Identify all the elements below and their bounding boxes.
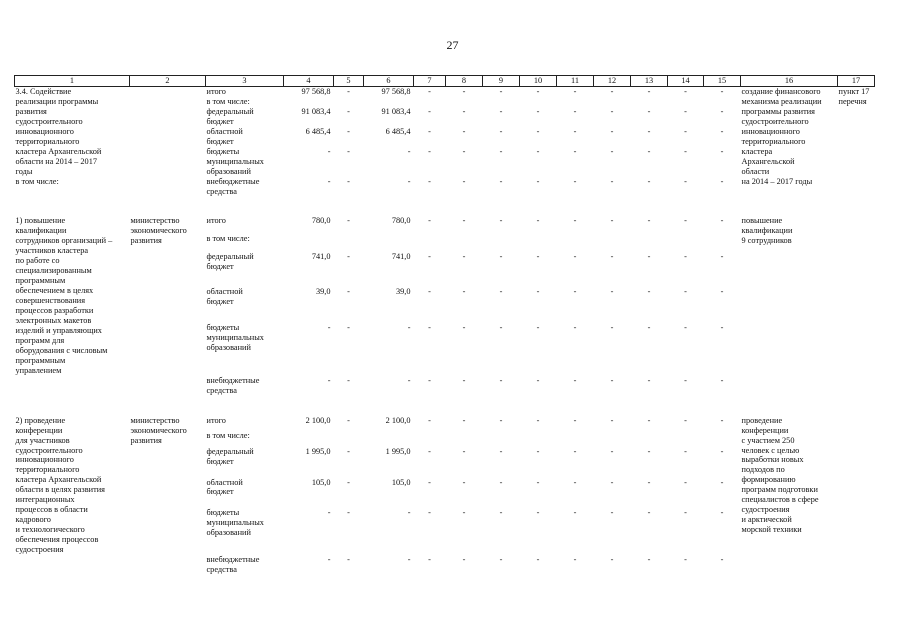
value-col-9: - bbox=[499, 146, 503, 156]
value-col-7: - bbox=[428, 251, 431, 261]
value-col-14: - bbox=[684, 375, 687, 385]
value-col-13: - bbox=[647, 375, 651, 385]
value-col-11: - bbox=[573, 251, 577, 261]
spacer-row bbox=[15, 196, 875, 216]
page-number: 27 bbox=[446, 38, 459, 52]
value-col-7 bbox=[414, 234, 446, 252]
value-col-6: 2 100,0 bbox=[385, 415, 411, 425]
value-col-4: 6 485,4 bbox=[305, 126, 331, 136]
value-col-14: - bbox=[684, 251, 687, 261]
value-col-9: - bbox=[499, 375, 503, 385]
value-col-15: - bbox=[720, 126, 724, 136]
value-col-12: - bbox=[610, 375, 614, 385]
table-body bbox=[15, 87, 875, 575]
value-col-4 bbox=[284, 431, 334, 446]
value-col-5 bbox=[334, 431, 364, 446]
budget-table bbox=[14, 75, 875, 575]
value-col-7 bbox=[414, 97, 446, 107]
value-col-6: 91 083,4 bbox=[381, 106, 411, 116]
value-col-13 bbox=[631, 431, 668, 446]
activity-title: 1) повышение квалификации сотрудников организаций – участников кластера по работе со специализированным программным обеспечением в целях совершенствования процессов разработки электронных макетов изделий и управляющих программ для оборудования с числовым программным управлением bbox=[15, 216, 113, 375]
value-col-15: - bbox=[720, 176, 724, 186]
funding-source: бюджеты муниципальных образований bbox=[206, 508, 264, 538]
funding-source: бюджеты муниципальных образований bbox=[206, 322, 264, 352]
header-col-10: 10 bbox=[520, 76, 557, 87]
value-col-5: - bbox=[347, 216, 350, 226]
value-col-4: 2 100,0 bbox=[305, 415, 331, 425]
value-col-5: - bbox=[347, 508, 350, 518]
funding-source: внебюджетные средства bbox=[206, 176, 260, 196]
value-col-5: - bbox=[347, 287, 350, 297]
value-col-6: 105,0 bbox=[391, 477, 411, 487]
header-col-8: 8 bbox=[446, 76, 483, 87]
value-col-11 bbox=[557, 97, 594, 107]
value-col-13 bbox=[631, 97, 668, 107]
funding-source: итого bbox=[206, 87, 226, 96]
value-col-6: - bbox=[407, 322, 411, 332]
activity-note bbox=[15, 376, 130, 396]
value-col-6: - bbox=[407, 554, 411, 564]
value-col-8: - bbox=[462, 251, 466, 261]
value-col-5: - bbox=[347, 375, 350, 385]
header-col-1: 1 bbox=[15, 76, 130, 87]
value-col-7: - bbox=[428, 176, 431, 186]
value-col-13: - bbox=[647, 322, 651, 332]
value-col-6: 97 568,8 bbox=[381, 87, 411, 96]
value-col-14: - bbox=[684, 446, 687, 456]
value-col-7: - bbox=[428, 87, 431, 96]
value-col-11: - bbox=[573, 322, 577, 332]
header-col-14: 14 bbox=[668, 76, 704, 87]
value-col-5: - bbox=[347, 87, 350, 96]
value-col-10: - bbox=[536, 216, 540, 226]
funding-source: итого bbox=[206, 415, 226, 425]
value-col-11: - bbox=[573, 477, 577, 487]
value-col-14: - bbox=[684, 322, 687, 332]
value-col-15 bbox=[704, 234, 741, 252]
activity-name bbox=[15, 416, 130, 555]
value-col-14: - bbox=[684, 554, 687, 564]
funding-source: федеральный бюджет bbox=[206, 251, 254, 271]
value-col-11: - bbox=[573, 415, 577, 425]
expected-result: повышение квалификации 9 сотрудников bbox=[741, 216, 793, 246]
value-col-5: - bbox=[347, 106, 350, 116]
value-col-10: - bbox=[536, 415, 540, 425]
value-col-4: 97 568,8 bbox=[301, 87, 331, 96]
value-col-6 bbox=[364, 97, 414, 107]
value-col-9: - bbox=[499, 176, 503, 186]
value-col-13: - bbox=[647, 446, 651, 456]
reference bbox=[838, 416, 875, 575]
header-col-11: 11 bbox=[557, 76, 594, 87]
expected-result: проведение конференции с участием 250 человек с целью выработки новых подходов по формированию программ подготовки специалистов в сфере судостроения и арктической морской техники bbox=[741, 415, 819, 535]
value-col-15: - bbox=[720, 106, 724, 116]
value-col-10: - bbox=[536, 375, 540, 385]
value-col-7: - bbox=[428, 146, 431, 156]
value-col-8: - bbox=[462, 126, 466, 136]
activity-name bbox=[15, 216, 130, 375]
header-col-6: 6 bbox=[364, 76, 414, 87]
value-col-13: - bbox=[647, 126, 651, 136]
value-col-13: - bbox=[647, 508, 651, 518]
value-col-8 bbox=[446, 97, 483, 107]
value-col-12 bbox=[594, 431, 631, 446]
value-col-6: - bbox=[407, 146, 411, 156]
value-col-12: - bbox=[610, 554, 614, 564]
value-col-13: - bbox=[647, 251, 651, 261]
value-col-5: - bbox=[347, 415, 350, 425]
header-col-2: 2 bbox=[130, 76, 206, 87]
value-col-10: - bbox=[536, 554, 540, 564]
value-col-8: - bbox=[462, 106, 466, 116]
activity-title: 2) проведение конференции для участников судостроительного инновационного территориального кластера Архангельской области в целях развития интеграционных процессов в области кадрового и технологического обеспечения процессов судостроения bbox=[15, 415, 105, 555]
activity-title: 3.4. Содействие реализации программы развития судостроительного инновационного территориального кластера Архангельской области на 2014 – 2017 годы bbox=[15, 87, 102, 176]
value-col-12: - bbox=[610, 126, 614, 136]
value-col-7: - bbox=[428, 106, 431, 116]
value-col-13: - bbox=[647, 415, 651, 425]
value-col-12: - bbox=[610, 106, 614, 116]
value-col-4: - bbox=[327, 375, 331, 385]
value-col-10: - bbox=[536, 126, 540, 136]
value-col-7: - bbox=[428, 216, 431, 226]
value-col-4: 91 083,4 bbox=[301, 106, 331, 116]
value-col-4: 741,0 bbox=[311, 251, 331, 261]
header-col-5: 5 bbox=[334, 76, 364, 87]
header-col-12: 12 bbox=[594, 76, 631, 87]
value-col-11: - bbox=[573, 106, 577, 116]
value-col-13: - bbox=[647, 176, 651, 186]
value-col-15: - bbox=[720, 508, 724, 518]
value-col-10: - bbox=[536, 322, 540, 332]
header-col-7: 7 bbox=[414, 76, 446, 87]
funding-source: федеральный бюджет bbox=[206, 446, 254, 466]
activity-note bbox=[15, 555, 130, 575]
value-col-14: - bbox=[684, 216, 687, 226]
value-col-15: - bbox=[720, 415, 724, 425]
activity-name bbox=[15, 87, 130, 177]
reference: пункт 17 перечня bbox=[838, 87, 870, 106]
value-col-15: - bbox=[720, 216, 724, 226]
value-col-7: - bbox=[428, 415, 431, 425]
value-col-13: - bbox=[647, 554, 651, 564]
value-col-9: - bbox=[499, 554, 503, 564]
value-col-5 bbox=[334, 97, 364, 107]
value-col-13: - bbox=[647, 287, 651, 297]
value-col-5: - bbox=[347, 477, 350, 487]
value-col-6: - bbox=[407, 176, 411, 186]
value-col-8: - bbox=[462, 375, 466, 385]
value-col-12: - bbox=[610, 287, 614, 297]
value-col-12: - bbox=[610, 477, 614, 487]
header-col-15: 15 bbox=[704, 76, 741, 87]
value-col-11: - bbox=[573, 446, 577, 456]
value-col-13: - bbox=[647, 146, 651, 156]
value-col-7: - bbox=[428, 375, 431, 385]
value-col-15: - bbox=[720, 322, 724, 332]
funding-source: внебюджетные средства bbox=[206, 375, 260, 395]
value-col-14: - bbox=[684, 106, 687, 116]
value-col-4 bbox=[284, 234, 334, 252]
value-col-5 bbox=[334, 234, 364, 252]
value-col-5: - bbox=[347, 554, 350, 564]
value-col-8 bbox=[446, 431, 483, 446]
value-col-8: - bbox=[462, 446, 466, 456]
value-col-12: - bbox=[610, 446, 614, 456]
value-col-7: - bbox=[428, 322, 431, 332]
value-col-15: - bbox=[720, 554, 724, 564]
value-col-13 bbox=[631, 234, 668, 252]
value-col-9: - bbox=[499, 415, 503, 425]
value-col-5: - bbox=[347, 251, 350, 261]
value-col-6: 741,0 bbox=[391, 251, 411, 261]
funding-source: бюджеты муниципальных образований bbox=[206, 146, 264, 176]
value-col-11: - bbox=[573, 176, 577, 186]
value-col-9 bbox=[483, 97, 520, 107]
value-col-9 bbox=[483, 431, 520, 446]
value-col-12: - bbox=[610, 322, 614, 332]
value-col-8: - bbox=[462, 216, 466, 226]
value-col-4: - bbox=[327, 322, 331, 332]
value-col-4: 780,0 bbox=[311, 216, 331, 226]
value-col-10 bbox=[520, 97, 557, 107]
value-col-9: - bbox=[499, 126, 503, 136]
value-col-9: - bbox=[499, 106, 503, 116]
value-col-5: - bbox=[347, 176, 350, 186]
value-col-11: - bbox=[573, 216, 577, 226]
value-col-6: 1 995,0 bbox=[385, 446, 411, 456]
value-col-15: - bbox=[720, 287, 724, 297]
value-col-9: - bbox=[499, 508, 503, 518]
spacer-row bbox=[15, 396, 875, 416]
value-col-9: - bbox=[499, 446, 503, 456]
value-col-6: 39,0 bbox=[395, 287, 411, 297]
value-col-7: - bbox=[428, 287, 431, 297]
value-col-6 bbox=[364, 431, 414, 446]
value-col-6: 6 485,4 bbox=[385, 126, 411, 136]
value-col-15: - bbox=[720, 375, 724, 385]
value-col-14: - bbox=[684, 508, 687, 518]
value-col-14: - bbox=[684, 176, 687, 186]
value-col-10: - bbox=[536, 287, 540, 297]
value-col-4: - bbox=[327, 508, 331, 518]
value-col-14 bbox=[668, 431, 704, 446]
value-col-9: - bbox=[499, 287, 503, 297]
value-col-8: - bbox=[462, 477, 466, 487]
value-col-4: - bbox=[327, 146, 331, 156]
reference bbox=[838, 216, 875, 395]
header-col-3: 3 bbox=[206, 76, 284, 87]
funding-source: областной бюджет bbox=[206, 126, 243, 146]
value-col-9: - bbox=[499, 322, 503, 332]
value-col-13: - bbox=[647, 87, 651, 96]
activity-note: в том числе: bbox=[15, 176, 59, 186]
funding-source: в том числе: bbox=[206, 431, 250, 441]
value-col-7: - bbox=[428, 554, 431, 564]
value-col-7: - bbox=[428, 126, 431, 136]
funding-source: федеральный бюджет bbox=[206, 106, 254, 126]
value-col-7: - bbox=[428, 508, 431, 518]
value-col-5: - bbox=[347, 146, 350, 156]
header-col-13: 13 bbox=[631, 76, 668, 87]
value-col-10: - bbox=[536, 477, 540, 487]
value-col-12: - bbox=[610, 508, 614, 518]
value-col-11: - bbox=[573, 508, 577, 518]
executor: министерство экономического развития bbox=[130, 216, 187, 246]
value-col-8 bbox=[446, 234, 483, 252]
value-col-8: - bbox=[462, 415, 466, 425]
funding-source: в том числе: bbox=[206, 234, 250, 244]
value-col-4: 105,0 bbox=[311, 477, 331, 487]
value-col-10: - bbox=[536, 106, 540, 116]
value-col-15: - bbox=[720, 477, 724, 487]
value-col-10 bbox=[520, 234, 557, 252]
value-col-13: - bbox=[647, 477, 651, 487]
executor: министерство экономического развития bbox=[130, 415, 187, 445]
value-col-7: - bbox=[428, 477, 431, 487]
spacer-cell bbox=[15, 196, 875, 216]
table-row bbox=[15, 216, 875, 234]
value-col-11: - bbox=[573, 126, 577, 136]
value-col-10: - bbox=[536, 87, 540, 96]
value-col-15 bbox=[704, 431, 741, 446]
value-col-8: - bbox=[462, 508, 466, 518]
value-col-6: 780,0 bbox=[391, 216, 411, 226]
value-col-4: 39,0 bbox=[315, 287, 331, 297]
value-col-14 bbox=[668, 97, 704, 107]
value-col-12: - bbox=[610, 87, 614, 96]
header-col-17: 17 bbox=[838, 76, 875, 87]
value-col-4: 1 995,0 bbox=[305, 446, 331, 456]
table-row bbox=[15, 416, 875, 431]
value-col-14: - bbox=[684, 477, 687, 487]
value-col-12: - bbox=[610, 176, 614, 186]
value-col-11 bbox=[557, 234, 594, 252]
value-col-13: - bbox=[647, 106, 651, 116]
value-col-15: - bbox=[720, 146, 724, 156]
value-col-9: - bbox=[499, 216, 503, 226]
value-col-14: - bbox=[684, 126, 687, 136]
header-col-9: 9 bbox=[483, 76, 520, 87]
value-col-6 bbox=[364, 234, 414, 252]
value-col-14 bbox=[668, 234, 704, 252]
funding-source: в том числе: bbox=[206, 96, 250, 106]
funding-source: областной бюджет bbox=[206, 477, 243, 497]
value-col-10: - bbox=[536, 508, 540, 518]
value-col-8: - bbox=[462, 87, 466, 96]
value-col-10: - bbox=[536, 446, 540, 456]
value-col-12: - bbox=[610, 251, 614, 261]
value-col-6: - bbox=[407, 375, 411, 385]
value-col-15: - bbox=[720, 87, 724, 96]
value-col-5: - bbox=[347, 446, 350, 456]
value-col-12 bbox=[594, 234, 631, 252]
value-col-14: - bbox=[684, 415, 687, 425]
executor bbox=[130, 87, 206, 197]
funding-source: областной бюджет bbox=[206, 287, 243, 307]
value-col-14: - bbox=[684, 87, 687, 96]
spacer-cell bbox=[15, 396, 875, 416]
header-col-4: 4 bbox=[284, 76, 334, 87]
value-col-4: - bbox=[327, 176, 331, 186]
value-col-10: - bbox=[536, 176, 540, 186]
funding-source: внебюджетные средства bbox=[206, 554, 260, 574]
value-col-5: - bbox=[347, 322, 350, 332]
value-col-14: - bbox=[684, 287, 687, 297]
value-col-8: - bbox=[462, 146, 466, 156]
value-col-5: - bbox=[347, 126, 350, 136]
value-col-12 bbox=[594, 97, 631, 107]
value-col-7 bbox=[414, 431, 446, 446]
value-col-15: - bbox=[720, 251, 724, 261]
value-col-13: - bbox=[647, 216, 651, 226]
value-col-8: - bbox=[462, 176, 466, 186]
value-col-11: - bbox=[573, 375, 577, 385]
value-col-8: - bbox=[462, 322, 466, 332]
value-col-8: - bbox=[462, 554, 466, 564]
value-col-11: - bbox=[573, 146, 577, 156]
value-col-9: - bbox=[499, 477, 503, 487]
funding-source: итого bbox=[206, 216, 226, 226]
value-col-9: - bbox=[499, 87, 503, 96]
value-col-15 bbox=[704, 97, 741, 107]
header-row bbox=[15, 76, 875, 87]
value-col-12: - bbox=[610, 216, 614, 226]
value-col-10: - bbox=[536, 146, 540, 156]
value-col-12: - bbox=[610, 146, 614, 156]
value-col-10 bbox=[520, 431, 557, 446]
value-col-11: - bbox=[573, 287, 577, 297]
value-col-11: - bbox=[573, 554, 577, 564]
value-col-8: - bbox=[462, 287, 466, 297]
value-col-15: - bbox=[720, 446, 724, 456]
value-col-12: - bbox=[610, 415, 614, 425]
value-col-11: - bbox=[573, 87, 577, 96]
value-col-4: - bbox=[327, 554, 331, 564]
expected-result: создание финансового механизма реализации программы развития судостроительного инновационного территориального кластера Архангельской области на 2014 – 2017 годы bbox=[741, 87, 822, 186]
value-col-6: - bbox=[407, 508, 411, 518]
value-col-10: - bbox=[536, 251, 540, 261]
value-col-7: - bbox=[428, 446, 431, 456]
header-col-16: 16 bbox=[741, 76, 838, 87]
value-col-11 bbox=[557, 431, 594, 446]
value-col-4 bbox=[284, 97, 334, 107]
value-col-14: - bbox=[684, 146, 687, 156]
value-col-9: - bbox=[499, 251, 503, 261]
value-col-9 bbox=[483, 234, 520, 252]
table-row bbox=[15, 87, 875, 97]
